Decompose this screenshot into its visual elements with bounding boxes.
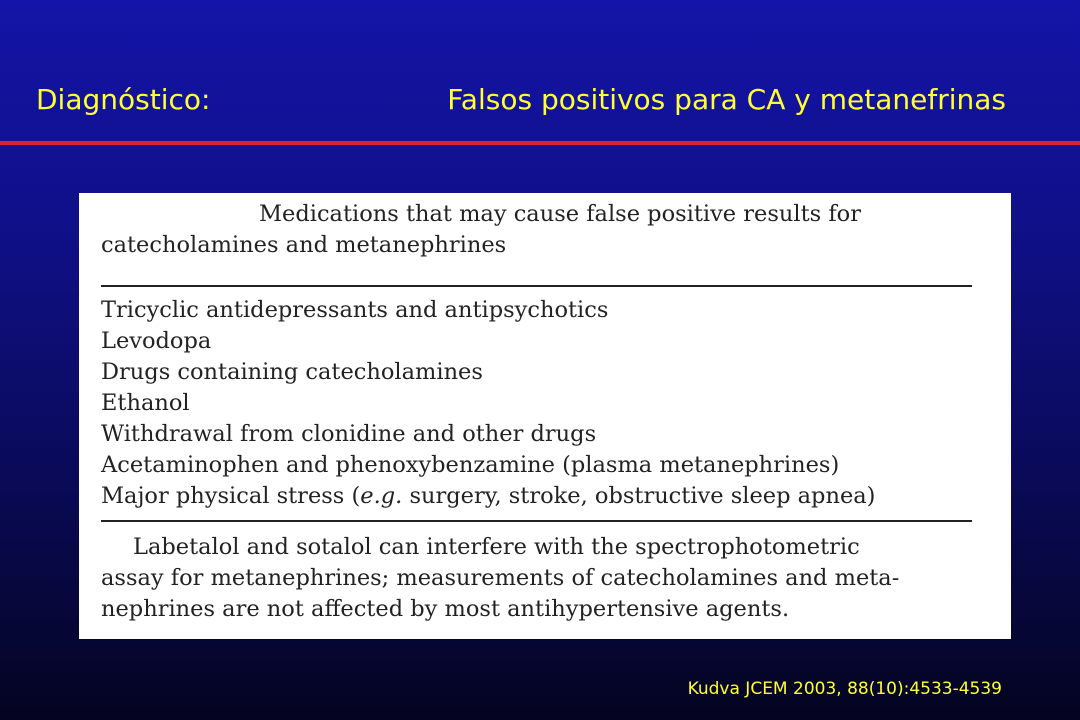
table-row: Ethanol: [101, 390, 190, 416]
table-row: Levodopa: [101, 328, 212, 354]
slide-title: Diagnóstico:: [36, 83, 211, 116]
footnote-line: assay for metanephrines; measurements of catecholamines and meta-: [101, 565, 900, 591]
footnote-line: Labetalol and sotalol can interfere with the spectrophotometric: [133, 534, 860, 560]
row-text-suffix: surgery, stroke, obstructive sleep apnea): [402, 483, 876, 509]
footnote-line: nephrines are not affected by most antihypertensive agents.: [101, 596, 790, 622]
citation: Kudva JCEM 2003, 88(10):4533-4539: [687, 679, 1002, 699]
slide-subtitle: Falsos positivos para CA y metanefrinas: [447, 83, 1006, 116]
table-row: [101, 481, 989, 512]
table-row: Tricyclic antidepressants and antipsychotics: [101, 297, 609, 323]
medications-table: [79, 193, 1011, 639]
title-divider: [0, 141, 1080, 145]
table-caption-line-1: Medications that may cause false positive results for: [259, 201, 861, 227]
table-bottom-rule: [101, 520, 972, 522]
row-text-italic: e.g.: [360, 483, 403, 509]
table-row: Acetaminophen and phenoxybenzamine (plasma metanephrines): [101, 452, 840, 478]
row-text-prefix: Major physical stress (: [101, 483, 361, 509]
table-row: Drugs containing catecholamines: [101, 359, 483, 385]
table-caption-line-2: catecholamines and metanephrines: [101, 232, 507, 258]
table-row: Withdrawal from clonidine and other drugs: [101, 421, 597, 447]
table-footnote: [101, 532, 989, 625]
table-top-rule: [101, 285, 972, 287]
